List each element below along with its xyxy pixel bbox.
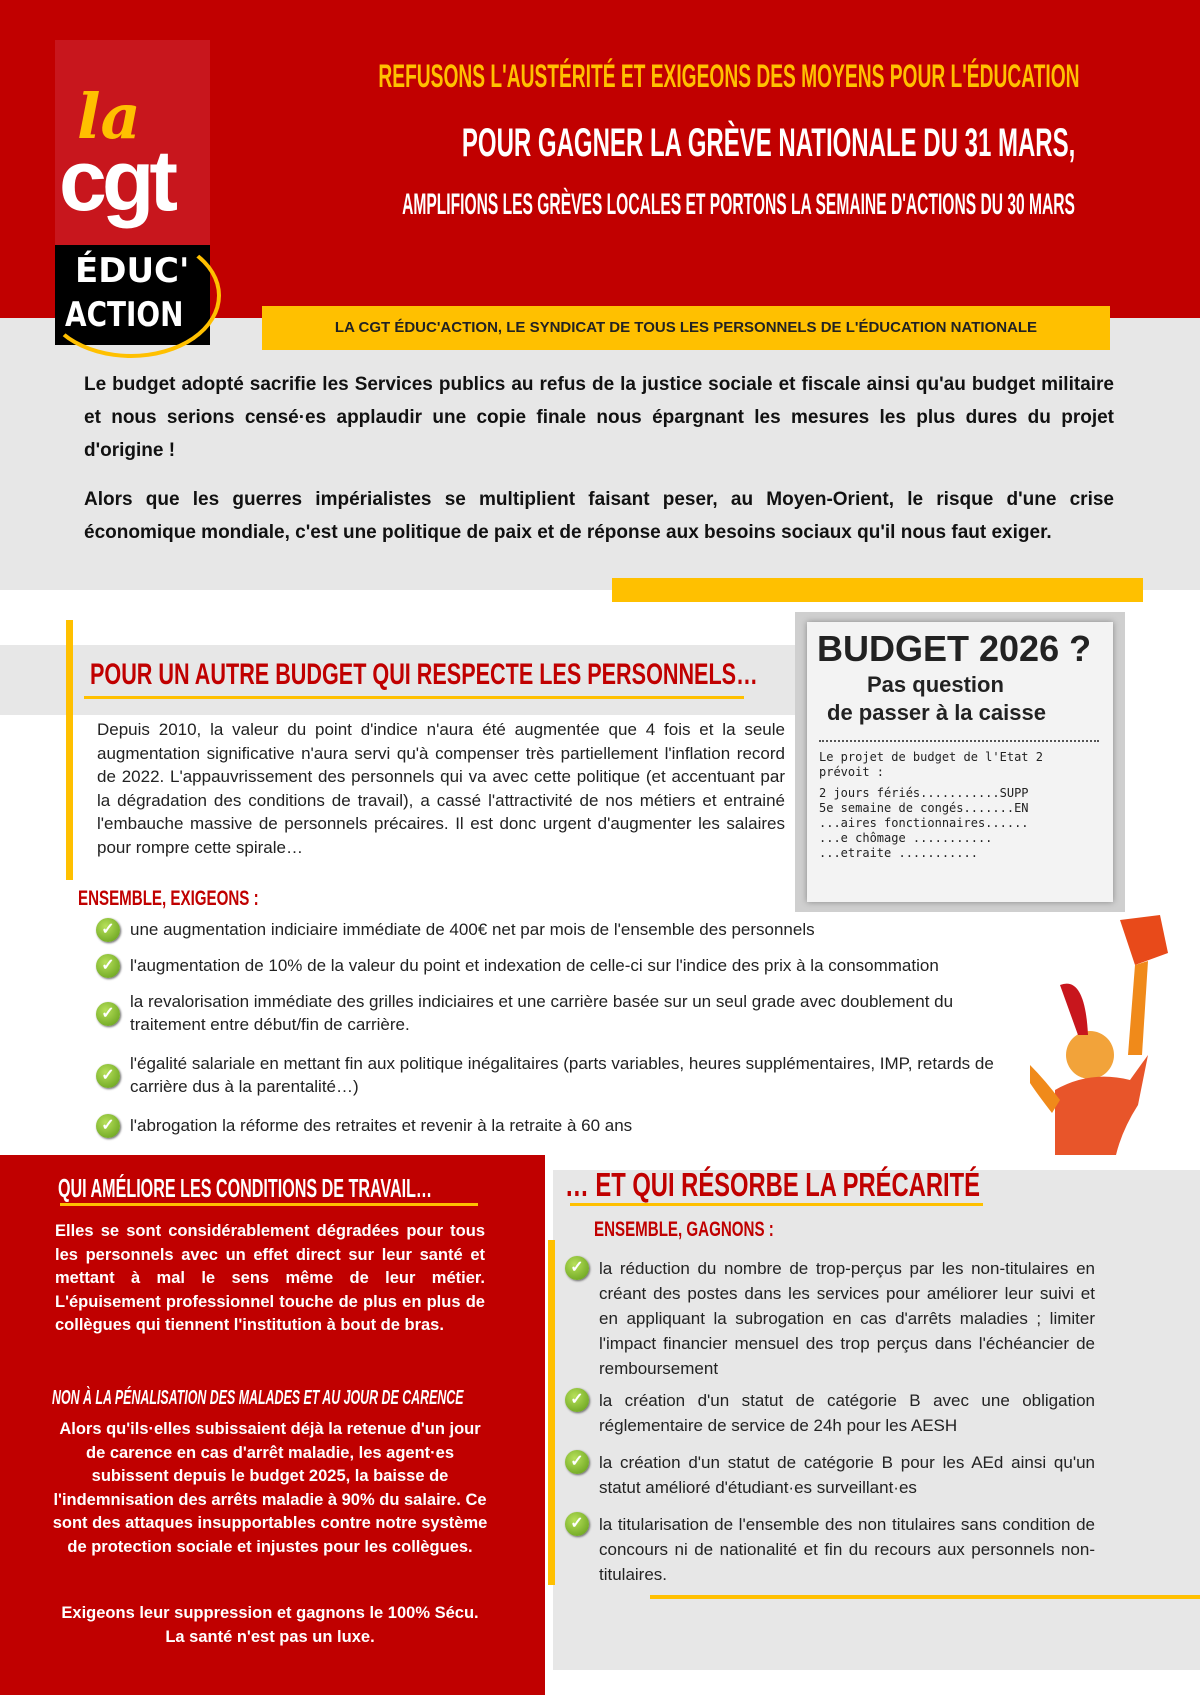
carence-heading: NON À LA PÉNALISATION DES MALADES ET AU JOUR DE CARENCE: [52, 1387, 464, 1409]
torch-bearer-illustration: [1030, 915, 1190, 1155]
check-icon: ✓: [565, 1512, 589, 1536]
image-line2: de passer à la caisse: [827, 700, 1046, 725]
list-item: ✓ l'abrogation la réforme des retraites et revenir à la retraite à 60 ans: [96, 1114, 956, 1138]
list-item: ✓ la revalorisation immédiate des grilles indiciaires et une carrière basée sur un seul grade avec doublement du traitement entre début/fin de carrière.: [96, 990, 1021, 1036]
check-icon: ✓: [565, 1256, 589, 1280]
educ-action-logo: [55, 245, 210, 345]
heading-underline: [570, 1203, 983, 1206]
list-item: ✓ la titularisation de l'ensemble des non titulaires sans condition de concours ni de nationalité et fin du recours aux personnels non-titulaires.: [565, 1512, 1095, 1587]
budget-heading: POUR UN AUTRE BUDGET QUI RESPECTE LES PERSONNELS…: [90, 658, 758, 691]
intro-paragraph-2: Alors que les guerres impérialistes se multiplient faisant peser, au Moyen-Orient, le risque d'une crise économique mondiale, c'est une politique de paix et de réponse aux besoins sociaux qu'il nous faut exiger.: [84, 489, 1114, 543]
image-text: 5e semaine de congés.......EN: [819, 801, 1029, 815]
check-icon: ✓: [96, 1002, 120, 1026]
heading-underline: [84, 696, 744, 699]
budget-subheading: ENSEMBLE, EXIGEONS :: [78, 887, 259, 910]
check-icon: ✓: [565, 1388, 589, 1412]
list-item: ✓ l'égalité salariale en mettant fin aux politique inégalitaires (parts variables, heures supplémentaires, IMP, retards de carrière dus à la parentalité…): [96, 1052, 1021, 1098]
secu-paragraph: Exigeons leur suppression et gagnons le 100% Sécu. La santé n'est pas un luxe.: [61, 1604, 479, 1646]
heading-underline: [60, 1203, 478, 1206]
logo-la: la: [77, 80, 141, 153]
check-icon: ✓: [96, 918, 120, 942]
check-icon: ✓: [565, 1450, 589, 1474]
headline-1: REFUSONS L'AUSTÉRITÉ ET EXIGEONS DES MOYENS POUR L'ÉDUCATION: [378, 58, 1080, 94]
list-item: ✓ la réduction du nombre de trop-perçus par les non-titulaires en créant des postes dans les services pour améliorer leur suivi et en appliquant la subrogation en cas d'arrêts maladies ; limiter l'impact financier mensuel des trop perçus dans l'échéancier de remboursement: [565, 1256, 1095, 1381]
precarite-heading: … ET QUI RÉSORBE LA PRÉCARITÉ: [565, 1166, 980, 1203]
logo-educ: ÉDUC': [75, 251, 190, 291]
image-text: 2 jours fériés...........SUPP: [819, 786, 1029, 800]
list-item: ✓ l'augmentation de 10% de la valeur du point et indexation de celle-ci sur l'indice des prix à la consommation: [96, 954, 1021, 978]
conditions-paragraph: Elles se sont considérablement dégradées pour tous les personnels avec un effet direct sur leur santé et mettant à mal le sens même de leur métier. L'épuisement professionnel touche de plus en plus de collègues qui tiennent l'institution à bout de bras.: [55, 1222, 485, 1334]
carence-paragraph: Alors qu'ils·elles subissaient déjà la retenue d'un jour de carence en cas d'arrêt maladie, les agent·es subissent depuis le budget 2025, la baisse de l'indemnisation des arrêts maladie à 90% du salaire. Ce sont des attaques insupportables contre notre système de protection sociale et injustes pour les collègues.: [52, 1420, 488, 1556]
budget-2026-image: [795, 612, 1125, 912]
image-title: BUDGET 2026 ?: [817, 628, 1092, 669]
intro-paragraph-1: Le budget adopté sacrifie les Services publics au refus de la justice sociale et fiscale ainsi qu'au budget militaire et nous serions censé·es applaudir une copie finale nous épargnant les mesures les plus dures du projet d'origine !: [84, 374, 1114, 461]
image-text: ...e chômage ...........: [819, 831, 993, 845]
logo-arrow-swoosh: [41, 233, 221, 358]
conditions-heading: QUI AMÉLIORE LES CONDITIONS DE TRAVAIL…: [58, 1173, 433, 1203]
accent-bar: [548, 1240, 555, 1585]
check-icon: ✓: [96, 1114, 120, 1138]
tagline-banner: LA CGT ÉDUC'ACTION, LE SYNDICAT DE TOUS LES PERSONNELS DE L'ÉDUCATION NATIONALE: [262, 306, 1110, 350]
check-icon: ✓: [96, 1064, 120, 1088]
logo-cgt: cgt: [59, 133, 173, 229]
list-item: ✓ une augmentation indiciaire immédiate de 400€ net par mois de l'ensemble des personnels: [96, 918, 956, 942]
headline-3: AMPLIFIONS LES GRÈVES LOCALES ET PORTONS LA SEMAINE D'ACTIONS DU 30 MARS: [402, 188, 1075, 221]
image-text: ...aires fonctionnaires......: [819, 816, 1029, 830]
divider-bar: [650, 1595, 1200, 1599]
image-text: prévoit :: [819, 765, 885, 779]
accent-bar: [66, 620, 73, 880]
image-line1: Pas question: [867, 672, 1004, 697]
precarite-subheading: ENSEMBLE, GAGNONS :: [594, 1218, 774, 1241]
budget-paragraph: Depuis 2010, la valeur du point d'indice n'aura été augmentée que 4 fois et la seule augmentation significative n'aura servi qu'à compenser très partiellement l'inflation record de 2022. L'appauvrissement des personnels qui va avec cette politique (et accentuant par la dégradation des conditions de travail), a cassé l'attractivité de nos métiers et entrainé l'embauche massive de personnels précaires. Il est donc urgent d'augmenter les salaires pour rompre cette spirale…: [97, 720, 785, 857]
list-item: ✓ la création d'un statut de catégorie B pour les AEd ainsi qu'un statut amélioré d'étudiant·es surveillant·es: [565, 1450, 1095, 1500]
image-text: ...etraite ...........: [819, 846, 978, 860]
image-text: Le projet de budget de l'Etat 2: [819, 750, 1043, 764]
logo-action: ACTION: [65, 295, 184, 335]
list-item: ✓ la création d'un statut de catégorie B avec une obligation réglementaire de service de 24h pour les AESH: [565, 1388, 1095, 1438]
divider-bar: [612, 578, 1143, 602]
check-icon: ✓: [96, 954, 120, 978]
headline-2: POUR GAGNER LA GRÈVE NATIONALE DU 31 MARS,: [461, 121, 1075, 165]
